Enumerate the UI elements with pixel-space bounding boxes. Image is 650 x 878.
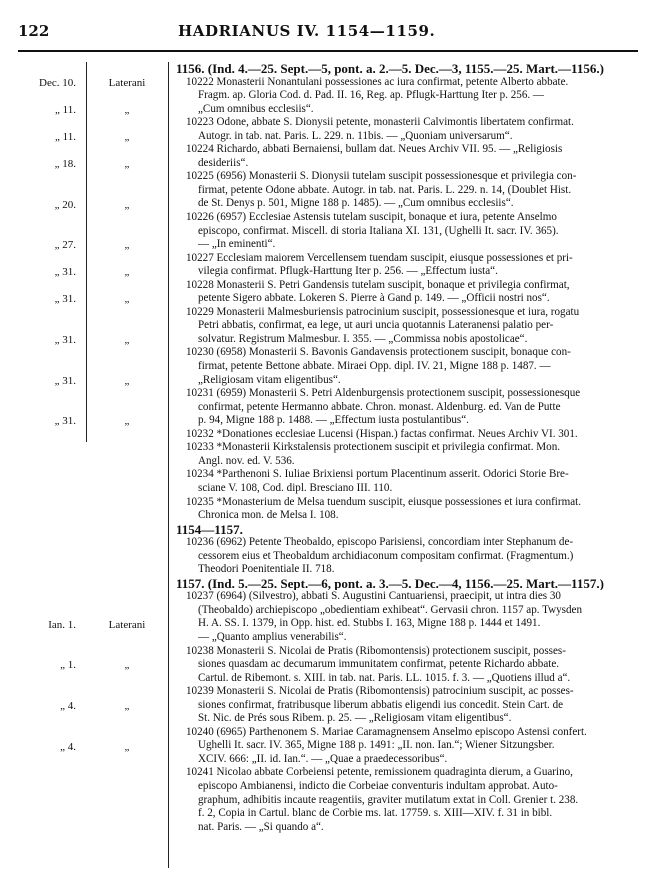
entry-line: firmat, petente Odone abbate. Autogr. in tab. nat. Paris. L. 229. n. 14, (Doublet Hist. [198,183,572,196]
page-header [18,22,638,42]
entry-line: 10235 *Monasterium de Melsa tuendum suscipit, eiusque possessiones et iura confirmat. [186,495,581,508]
margin-place: „ [124,334,130,346]
entry-line: Fragm. ap. Gloria Cod. d. Pad. II. 16, Reg. ap. Pflugk-Harttung Iter p. 256. — [198,89,545,102]
entry-line: „Religiosam vitam eligentibus“. [198,373,341,386]
entry-line: Theodori Poenitentiale II. 718. [198,563,335,576]
margin-date: „ 11. [55,130,76,143]
margin-place: Laterani [108,618,146,631]
margin-date: „ 31. [54,334,76,346]
margin-place: „ [124,659,130,672]
entry-line: solvatur. Registrum Malmesbur. I. 355. — „Commissa nobis apostolicae“. [198,332,528,345]
entry-line: — „Quanto amplius venerabilis“. [198,630,347,643]
entry-line: 10234 *Parthenoni S. Iuliae Brixiensi portum Placentinum asserit. Odorici Storie Bre- [186,468,569,481]
margin-date: „ 31. [54,266,76,279]
margin-date: „ 1. [60,659,76,672]
margin-place: „ [124,266,130,279]
margin-date: „ 4. [60,699,76,712]
entry-line: 10236 (6962) Petente Theobaldo, episcopo Parisiensi, concordiam inter Stephanum de- [186,536,574,549]
entry-line: Ughelli It. sacr. IV. 365, Migne 188 p. 1491: „II. non. Ian.“; Wiener Sitzungsber. [198,739,555,752]
entry-line: (Theobaldo) archiepiscopo „obedientiam exhibeat“. Gervasii chron. 1157 ap. Twysden [198,603,582,616]
margin-entry [18,130,168,144]
margin-entry [18,699,168,713]
margin-place: Laterani [108,76,146,89]
margin-entry [18,618,168,632]
margin-entry [18,658,168,672]
margin-entry [18,238,168,252]
page-number: 122 [18,22,50,40]
entry-line: siones quasdam ac decumarum immunitatem confirmat, petente Richardo abbate. [198,658,560,671]
entry-line: Cartul. de Ribemont. s. XIII. in tab. nat. Paris. LL. 1015. f. 3. — „Quotiens illud a“. [198,671,571,684]
margin-date: Dec. 10. [39,76,76,89]
year-heading: 1156. (Ind. 4.—25. Sept.—5, pont. a. 2.—5. Dec.—3, 1155.—25. Mart.—1156.) [176,62,604,76]
margin-place: „ [124,374,130,387]
margin-entry [18,740,168,754]
margin-place: „ [124,740,130,753]
column-divider-place [168,62,169,868]
margin-entry [18,198,168,212]
entry-line: f. 2, Copia in Cartul. blanc de Corbie ms. lat. 17759. s. XIII—XIV. f. 31 in bibl. [198,807,553,820]
margin-entry [18,157,168,171]
entry-line: St. Nic. de Prés sous Ribem. p. 25. — „Religiosam vitam eligentibus“. [198,712,512,725]
entry-line: 10230 (6958) Monasterii S. Bavonis Gandavensis protectionem suscipit, bonaque con- [186,346,571,359]
year-heading: 1154—1157. [176,522,243,537]
entry-line: — „In eminenti“. [198,238,276,251]
margin-date: „ 18. [54,157,76,170]
entry-line: 10233 *Monasterii Kirkstalensis protectionem suscipit et privilegia confirmat. Mon. [186,441,561,454]
entry-line: 10237 (6964) (Silvestro), abbati S. Augustini Cantuariensi, praecipit, ut intra dies 30 [186,590,561,603]
margin-entry [18,292,168,306]
margin-place: „ [124,103,130,116]
entry-line: 10225 (6956) Monasterii S. Dionysii tutelam suscipit possessionesque et privilegia con- [186,170,577,183]
entry-line: 10227 Ecclesiam maiorem Vercellensem tuendam suscipit, eiusque possessiones et pri- [186,251,573,264]
margin-place: „ [124,157,130,170]
entry-line: 10231 (6959) Monasterii S. Petri Aldenburgensis protectionem suscipit, possessionesque [186,387,581,400]
entry-line: 10239 Monasterii S. Nicolai de Pratis (Ribomontensis) patrocinium suscipit, ac posses- [186,685,574,698]
entry-line: graphum, adhibitis incaute reagentiis, graviter mutilatum extat in Coll. Grenier t. 238. [198,793,579,806]
entry-line: sciane V. 108, Cod. dipl. Bresciano III. 110. [198,481,393,494]
entry-line: „Cum omnibus ecclesiis“. [198,102,314,115]
entry-line: episcopo, confirmat. Miscell. di storia Italiana XI. 131, (Ughelli It. sacr. IV. 365). [198,224,559,237]
entry-line: cessorem eius et Theobaldum archidiaconum compositam confirmat. (Fragmentum.) [198,549,574,562]
margin-place: „ [124,239,130,252]
entry-line: 10232 *Donationes ecclesiae Lucensi (Hispan.) factas confirmat. Neues Archiv VI. 301. [186,427,578,440]
entry-line: confirmat, petente Hermanno abbate. Chron. monast. Aldenburg. ed. Van de Putte [198,400,561,413]
entry-line: 10222 Monasterii Nonantulani possessiones ac iura confirmat, petente Alberto abbate. [186,75,569,88]
entry-line: 10226 (6957) Ecclesiae Astensis tutelam suscipit, bonaque et iura, petente Anselmo [186,211,557,224]
margin-place: „ [124,293,130,306]
entry-line: 10224 Richardo, abbati Bernaiensi, bullam dat. Neues Archiv VII. 95. — „Religiosis [186,143,563,156]
margin-entry [18,414,168,428]
margin-entry [18,265,168,279]
entry-line: 10238 Monasterii S. Nicolai de Pratis (Ribomontensis) protectionem suscipit, posses- [186,644,566,657]
entry-line: firmat, petente Bettone abbate. Miraei Opp. dipl. IV. 21, Migne 188 p. 1487. — [198,360,551,373]
entry-line: Chronica mon. de Melsa I. 108. [198,509,339,522]
margin-date: „ 20. [54,198,76,211]
margin-date: „ 11. [55,103,76,116]
margin-date: „ 31. [54,293,76,306]
margin-entry [18,103,168,117]
margin-place: „ [124,415,130,428]
entry-line: H. A. SS. I. 1379, in Opp. hist. ed. Stubbs I. 163, Migne 188 p. 1444 et 1491. [198,617,541,630]
margin-date: „ 31. [54,374,76,387]
entry-line: Angl. nov. ed. V. 536. [198,454,295,467]
entry-line: 10223 Odone, abbate S. Dionysii petente, monasterii Calvimontis libertatem confirmat. [186,116,574,129]
year-heading: 1157. (Ind. 5.—25. Sept.—6, pont. a. 3.—5. Dec.—4, 1156.—25. Mart.—1157.) [176,576,604,591]
entry-line: 10229 Monasterii Malmesburiensis patrocinium suscipit, possessionesque et iura, rogatu [186,305,580,318]
entry-line: de St. Denys p. 501, Migne 188 p. 1485). — „Cum omnibus ecclesiis“. [198,197,514,210]
entry-line: episcopo Ambianensi, indicto die Corbeiae conventuris indultam approbat. Auto- [198,779,558,792]
margin-date: Ian. 1. [48,618,76,631]
entry-line: nat. Paris. — „Si quando a“. [198,820,324,833]
running-title: HADRIANUS IV. 1154—1159. [178,22,436,40]
margin-entry [18,76,168,90]
entry-line: vilegia confirmat. Pflugk-Harttung Iter p. 256. — „Effectum iusta“. [198,265,498,278]
entry-line: Autogr. in tab. nat. Paris. L. 229. n. 11bis. — „Quoniam universarum“. [198,129,513,142]
regesta-text [176,62,636,834]
entry-line: Petri abbatis, confirmat, ea lege, ut auri uncia quotannis Lateranensi palatio per- [198,319,554,332]
margin-date: „ 27. [54,239,76,252]
entry-line: XCIV. 666: „II. id. Ian.“. — „Quae a praedecessoribus“. [198,752,448,765]
header-rule [18,50,638,52]
margin-entry [18,374,168,388]
margin-place: „ [124,699,130,712]
entry-line: p. 94, Migne 188 p. 1488. — „Effectum iusta postulantibus“. [198,414,469,427]
entry-line: 10240 (6965) Parthenonem S. Mariae Caramagnensem Anselmo episcopo Astensi confert. [186,725,587,738]
margin-date: „ 31. [54,415,76,428]
entry-line: desideriis“. [198,156,249,169]
margin-place: „ [124,130,130,143]
margin-date: „ 4. [60,740,76,753]
entry-line: petente Sigero abbate. Lokeren S. Pierre à Gand p. 149. — „Officii nostri nos“. [198,292,550,305]
margin-entry [18,333,168,347]
entry-line: 10228 Monasterii S. Petri Gandensis tutelam suscipit, bonaque et privilegia confirmat, [186,278,570,291]
entry-line: siones confirmat, fratribusque liberum abbatis eligendi ius concedit. Stein Cart. de [198,698,564,711]
entry-line: 10241 Nicolao abbate Corbeiensi petente, remissionem quadraginta dierum, a Guarino, [186,766,573,779]
margin-place: „ [124,198,130,211]
